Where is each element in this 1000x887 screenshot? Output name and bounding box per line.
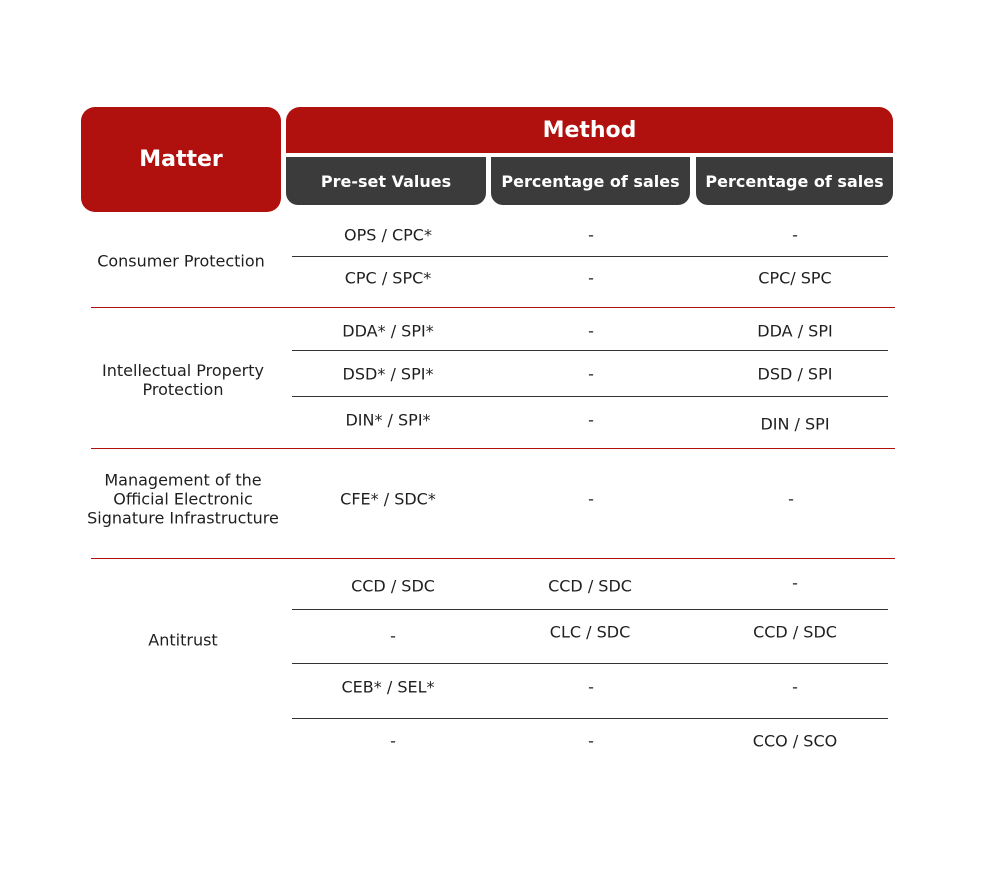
row-divider xyxy=(292,609,888,610)
table-cell: CLC / SDC xyxy=(549,622,631,642)
table-cell: - xyxy=(588,321,594,341)
table-cell: CPC / SPC* xyxy=(344,268,432,288)
table-cell: OPS / CPC* xyxy=(344,225,432,245)
table-cell: DSD / SPI xyxy=(757,364,833,384)
table-cell: - xyxy=(792,225,798,245)
table-cell: - xyxy=(588,677,594,697)
table-cell: DIN / SPI xyxy=(760,414,830,434)
table-cell: - xyxy=(588,489,594,509)
row-divider xyxy=(292,396,888,397)
matter-consumer-protection: Consumer Protection xyxy=(97,251,265,271)
row-divider xyxy=(292,350,888,351)
table-cell: - xyxy=(588,410,594,430)
table-cell: CCD / SDC xyxy=(548,576,632,596)
matter-electronic-signature-infrastructure: Management of the Official Electronic Signature Infrastructure xyxy=(87,470,279,528)
method-header: Method xyxy=(286,107,893,153)
table-cell: - xyxy=(588,364,594,384)
column-header-percentage-of-sales-1: Percentage of sales xyxy=(491,157,690,205)
table-cell: - xyxy=(390,731,396,751)
group-divider xyxy=(91,307,895,308)
group-divider xyxy=(91,448,895,449)
table-cell: CEB* / SEL* xyxy=(341,677,435,697)
table-cell: CCO / SCO xyxy=(752,731,838,751)
group-divider xyxy=(91,558,895,559)
table-cell: DSD* / SPI* xyxy=(342,364,434,384)
column-header-percentage-of-sales-2: Percentage of sales xyxy=(696,157,893,205)
table-cell: - xyxy=(788,489,794,509)
column-header-preset-values: Pre-set Values xyxy=(286,157,486,205)
row-divider xyxy=(292,663,888,664)
matter-intellectual-property-protection: Intellectual Property Protection xyxy=(102,361,264,399)
matter-header: Matter xyxy=(81,107,281,212)
table-cell: - xyxy=(792,573,798,593)
table-cell: - xyxy=(588,731,594,751)
table-cell: - xyxy=(390,626,396,646)
table-cell: DDA* / SPI* xyxy=(342,321,434,341)
table-cell: - xyxy=(792,677,798,697)
table-cell: CFE* / SDC* xyxy=(340,489,436,509)
table-cell: DIN* / SPI* xyxy=(345,410,431,430)
row-divider xyxy=(292,256,888,257)
table-cell: CCD / SDC xyxy=(753,622,837,642)
table-cell: CCD / SDC xyxy=(351,576,435,596)
table-cell: DDA / SPI xyxy=(757,321,833,341)
row-divider xyxy=(292,718,888,719)
matter-antitrust: Antitrust xyxy=(148,630,218,650)
table-cell: CPC/ SPC xyxy=(758,268,832,288)
table-cell: - xyxy=(588,225,594,245)
table-cell: - xyxy=(588,268,594,288)
